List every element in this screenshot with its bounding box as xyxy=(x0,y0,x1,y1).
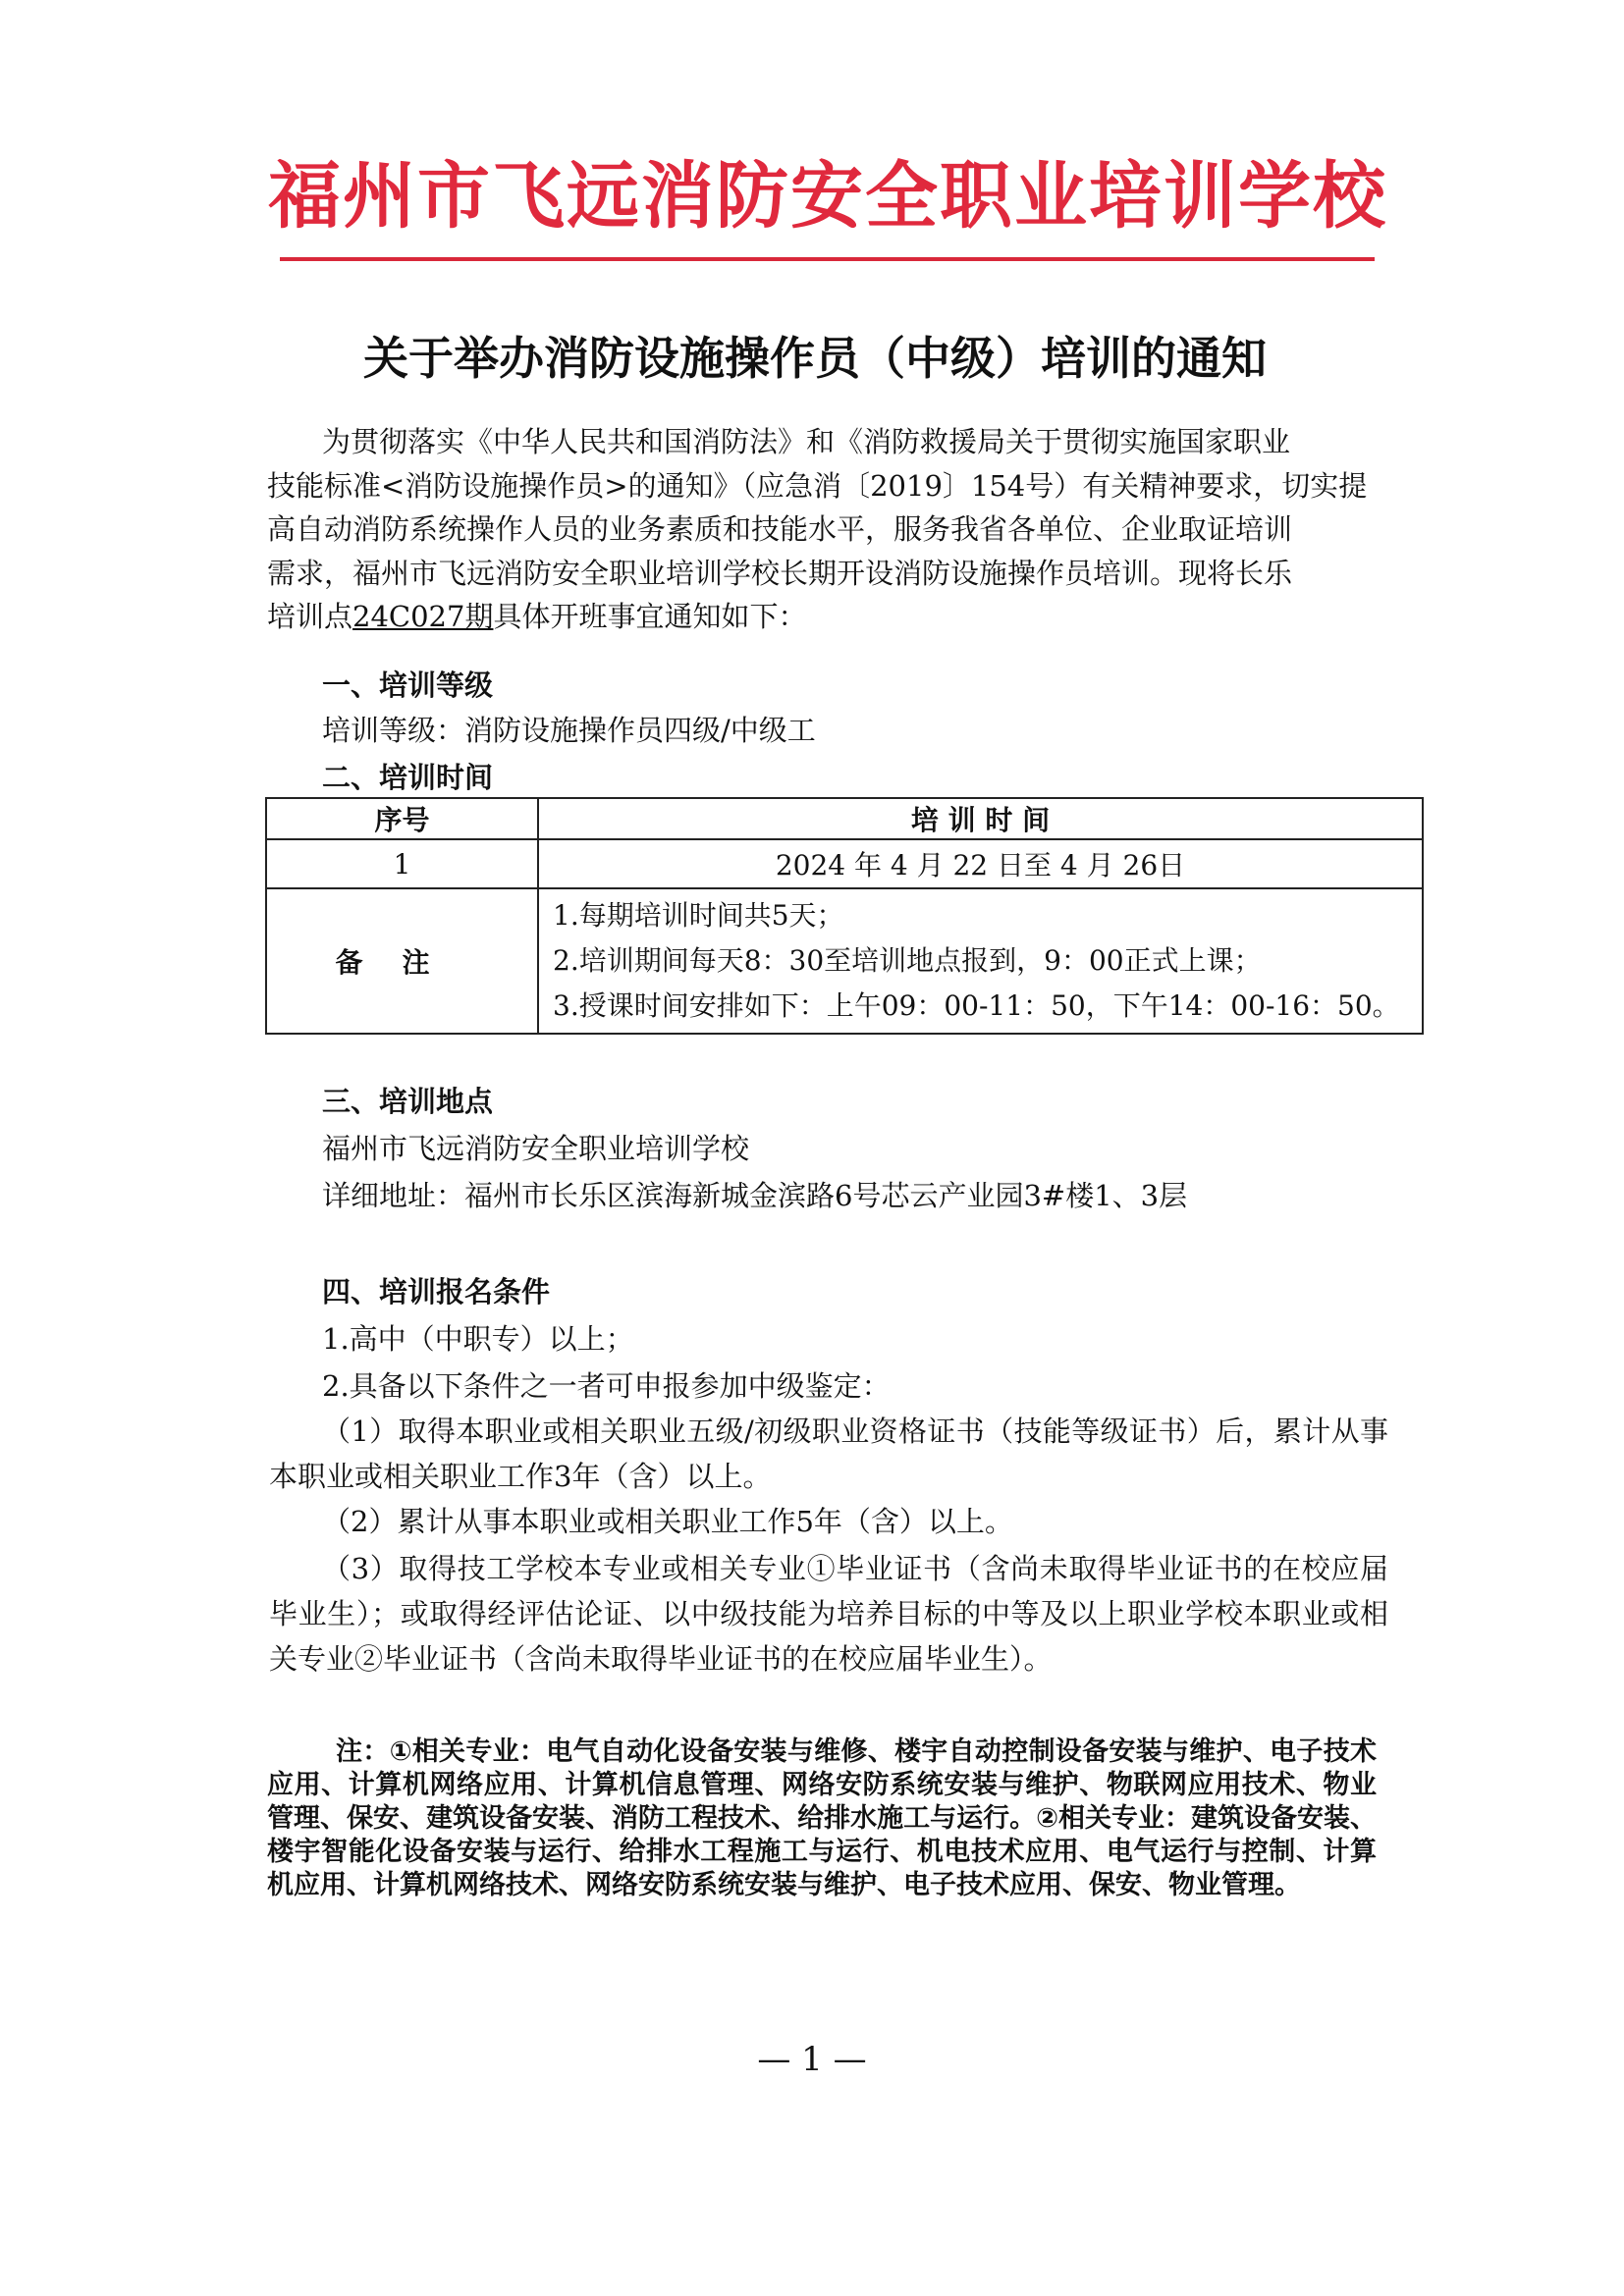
header-index: 序号 xyxy=(266,798,538,839)
section-2-heading: 二、培训时间 xyxy=(322,761,494,794)
remark-item-1: 1.每期培训时间共5天； xyxy=(553,899,844,932)
remarks-label: 备注 xyxy=(266,888,538,1034)
remarks-items xyxy=(538,888,1423,1034)
remark-item-3: 3.授课时间安排如下：上午09：00-11：50，下午14：00-16：50。 xyxy=(553,989,1400,1022)
footnote: 注：①相关专业：电气自动化设备安装与维修、楼宇自动控制设备安装与维护、电子技术应用、计算机网络应用、计算机信息管理、网络安防系统安装与维护、物联网应用技术、物业管理、保安、建筑设备安装、消防工程技术、给排水施工与运行。②相关专业：建筑设备安装、楼宇智能化设备安装与运行、给排水工程施工与运行、机电技术应用、电气运行与控制、计算机应用、计算机网络技术、网络安防系统安装与维护、电子技术应用、保安、物业管理。 xyxy=(267,1736,1377,1900)
page-number: — 1 — xyxy=(757,2040,867,2079)
intro-line-2: 技能标准<消防设施操作员>的通知》（应急消〔2019〕154号）有关精神要求，切实提 xyxy=(267,468,1368,503)
row-dates: 2024 年 4 月 22 日至 4 月 26日 xyxy=(538,839,1423,888)
condition-2-1: （1）取得本职业或相关职业五级/初级职业资格证书（技能等级证书）后，累计从事本职业或相关职业工作3年（含）以上。 xyxy=(269,1415,1388,1493)
intro-last-before: 培训点 xyxy=(267,600,353,633)
document-title: 关于举办消防设施操作员（中级）培训的通知 xyxy=(363,332,1267,385)
schedule-table xyxy=(265,797,1424,1035)
condition-2-2: （2）累计从事本职业或相关职业工作5年（含）以上。 xyxy=(322,1505,1013,1538)
class-number: 24C027期 xyxy=(352,600,494,633)
intro-line-5 xyxy=(267,595,1382,639)
letterhead-rule xyxy=(280,257,1375,261)
letterhead: 福州市飞远消防安全职业培训学校 xyxy=(268,154,1387,239)
table-row xyxy=(266,839,1423,888)
table-header-row xyxy=(266,798,1423,839)
intro-line-4: 需求，福州市飞远消防安全职业培训学校长期开设消防设施操作员培训。现将长乐 xyxy=(267,556,1293,590)
intro-paragraph xyxy=(267,420,1382,639)
condition-1: 1.高中（中职专）以上； xyxy=(322,1322,634,1356)
venue-name: 福州市飞远消防安全职业培训学校 xyxy=(322,1132,750,1165)
row-index: 1 xyxy=(266,839,538,888)
section-1-heading: 一、培训等级 xyxy=(322,668,494,702)
table-remarks-row xyxy=(266,888,1423,1034)
remark-item-2: 2.培训期间每天8：30至培训地点报到，9：00正式上课； xyxy=(553,944,1262,977)
intro-last-after: 具体开班事宜通知如下： xyxy=(493,600,807,633)
intro-line-1: 为贯彻落实《中华人民共和国消防法》和《消防救援局关于贯彻实施国家职业 xyxy=(322,425,1291,458)
section-4-heading: 四、培训报名条件 xyxy=(322,1275,551,1308)
section-3-heading: 三、培训地点 xyxy=(322,1085,494,1118)
condition-2-3: （3）取得技工学校本专业或相关专业①毕业证书（含尚未取得毕业证书的在校应届毕业生）；或取得经评估论证、以中级技能为培养目标的中等及以上职业学校本职业或相关专业②毕业证书（含尚未取得毕业证书的在校应届毕业生）。 xyxy=(269,1552,1388,1676)
venue-address: 详细地址：福州市长乐区滨海新城金滨路6号芯云产业园3#楼1、3层 xyxy=(322,1179,1188,1212)
header-time: 培 训 时 间 xyxy=(538,798,1423,839)
condition-2: 2.具备以下条件之一者可申报参加中级鉴定： xyxy=(322,1369,891,1403)
intro-line-3: 高自动消防系统操作人员的业务素质和技能水平，服务我省各单位、企业取证培训 xyxy=(267,512,1293,546)
training-level-line: 培训等级：消防设施操作员四级/中级工 xyxy=(322,714,816,747)
